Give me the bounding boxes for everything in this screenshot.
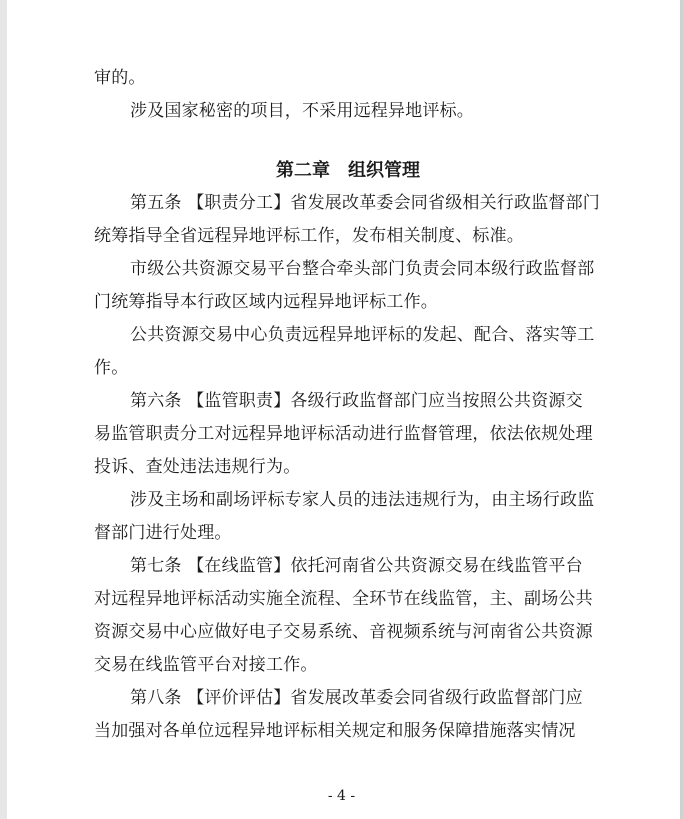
text-line: 市级公共资源交易平台整合牵头部门负责会同本级行政监督部 bbox=[130, 259, 595, 279]
paragraph-gap bbox=[94, 128, 602, 154]
text-line: 第七条 【在线监管】依托河南省公共资源交易在线监管平台 bbox=[130, 556, 583, 576]
text-line: 作。 bbox=[94, 358, 129, 378]
chapter-heading: 第二章 组织管理 bbox=[276, 160, 420, 181]
page-left-edge bbox=[0, 0, 7, 819]
text-line: 对远程异地评标活动实施全流程、全环节在线监管，主、副场公共 bbox=[94, 589, 593, 609]
page-number: - 4 - bbox=[327, 788, 356, 804]
text-line: 统筹指导全省远程异地评标工作，发布相关制度、标准。 bbox=[94, 226, 524, 246]
text-line: 当加强对各单位远程异地评标相关规定和服务保障措施落实情况 bbox=[94, 721, 576, 741]
text-line: 易监管职责分工对远程异地评标活动进行监督管理，依法依规处理 bbox=[94, 424, 593, 444]
text-line: 督部门进行处理。 bbox=[94, 523, 232, 543]
document-page bbox=[94, 62, 602, 748]
text-line: 第八条 【评价评估】省发展改革委会同省级行政监督部门应 bbox=[130, 688, 583, 708]
text-line: 涉及主场和副场评标专家人员的违法违规行为，由主场行政监 bbox=[130, 490, 595, 510]
text-line: 资源交易中心应做好电子交易系统、音视频系统与河南省公共资源 bbox=[94, 622, 593, 642]
text-line: 门统筹指导本行政区域内远程异地评标工作。 bbox=[94, 292, 438, 312]
text-line: 公共资源交易中心负责远程异地评标的发起、配合、落实等工 bbox=[130, 325, 595, 345]
text-line: 第六条 【监管职责】各级行政监督部门应当按照公共资源交 bbox=[130, 391, 583, 411]
text-line: 交易在线监管平台对接工作。 bbox=[94, 655, 318, 675]
text-line: 审的。 bbox=[94, 68, 146, 88]
text-line: 第五条 【职责分工】省发展改革委会同省级相关行政监督部门 bbox=[130, 193, 601, 213]
text-line: 投诉、查处违法违规行为。 bbox=[94, 457, 301, 477]
text-line: 涉及国家秘密的项目，不采用远程异地评标。 bbox=[130, 101, 474, 121]
